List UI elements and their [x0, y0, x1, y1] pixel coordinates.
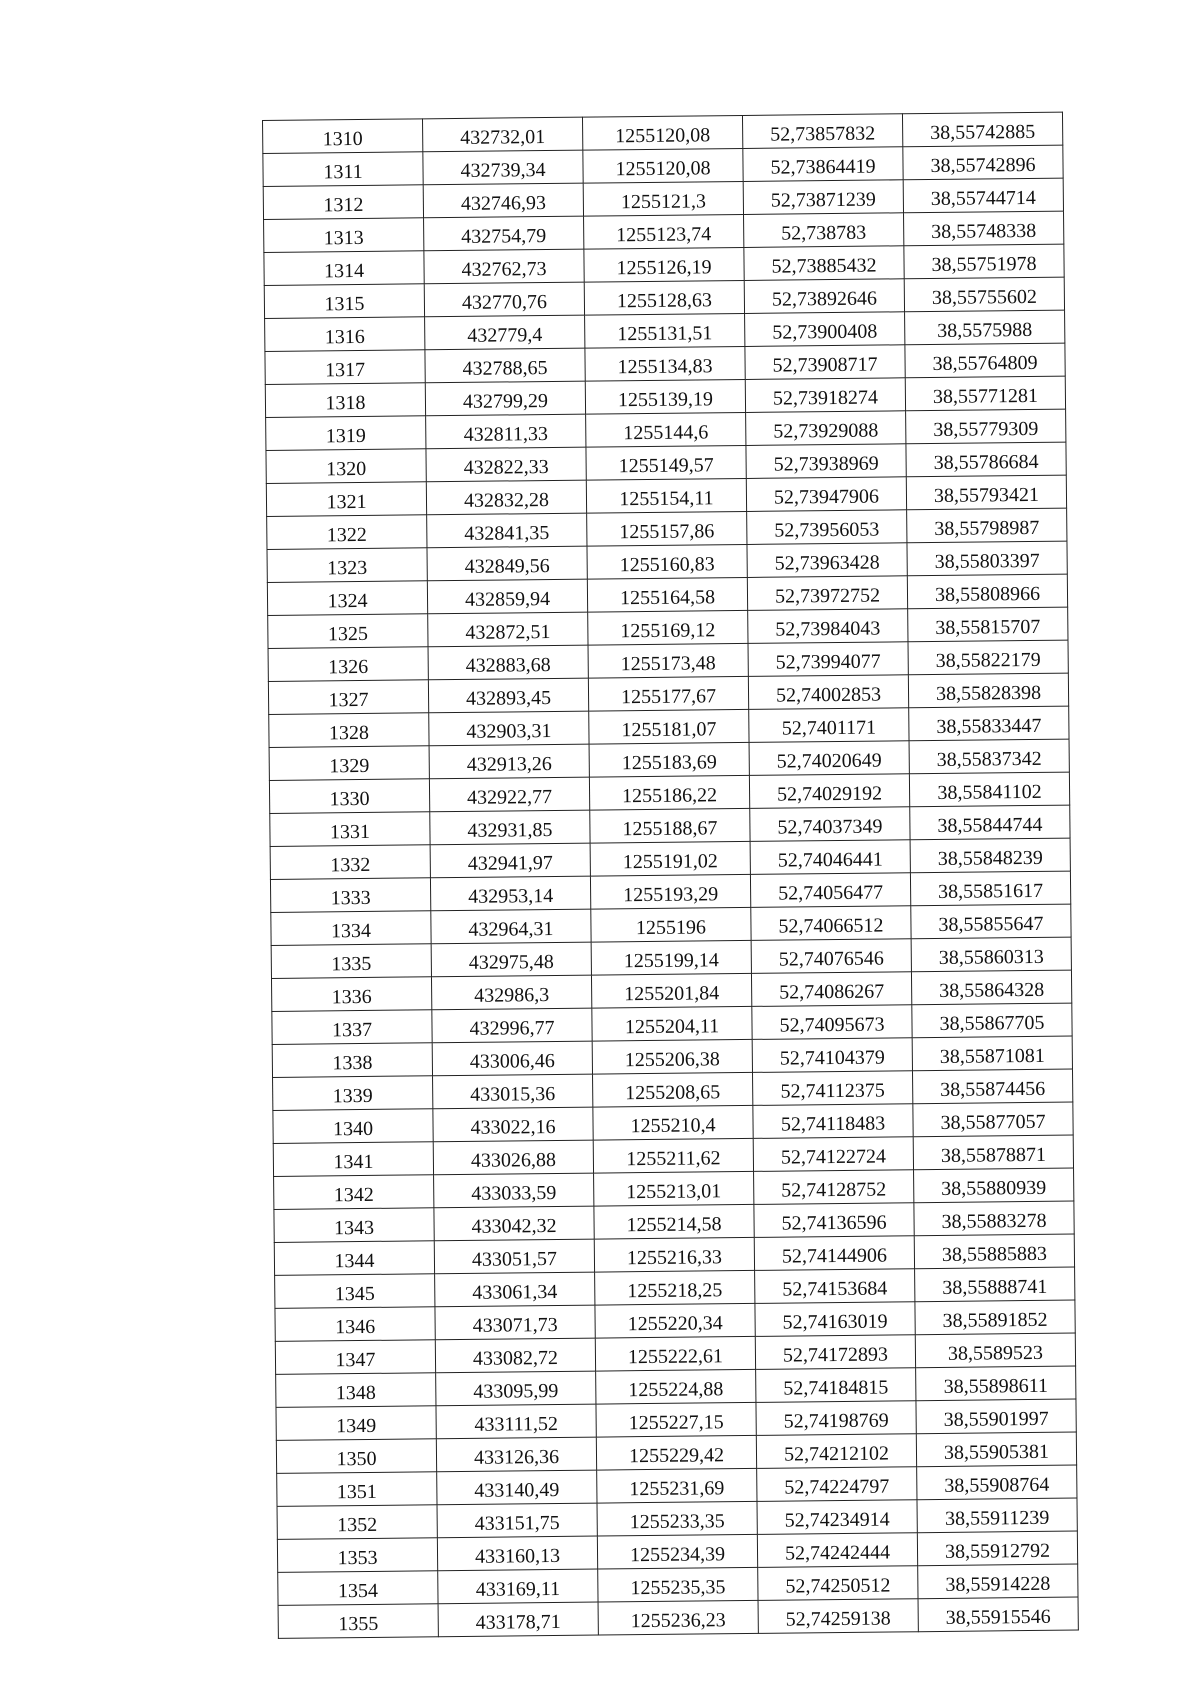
y-coordinate-cell: 1255149,57 — [586, 445, 746, 480]
longitude-cell: 38,55779309 — [906, 409, 1066, 444]
x-coordinate-cell: 432883,68 — [428, 645, 588, 680]
longitude-cell: 38,55883278 — [914, 1201, 1074, 1236]
point-number-cell: 1343 — [274, 1208, 434, 1243]
longitude-cell: 38,55742896 — [903, 145, 1063, 180]
latitude-cell: 52,73864419 — [743, 147, 903, 182]
latitude-cell: 52,73938969 — [746, 444, 906, 479]
y-coordinate-cell: 1255222,61 — [595, 1336, 755, 1371]
latitude-cell: 52,74056477 — [750, 873, 910, 908]
coordinates-table — [262, 112, 1079, 1639]
longitude-cell: 38,55885883 — [914, 1234, 1074, 1269]
x-coordinate-cell: 432931,85 — [430, 810, 590, 845]
y-coordinate-cell: 1255181,07 — [589, 709, 749, 744]
x-coordinate-cell: 433140,49 — [437, 1470, 597, 1505]
y-coordinate-cell: 1255120,08 — [583, 148, 743, 183]
point-number-cell: 1348 — [276, 1373, 436, 1408]
y-coordinate-cell: 1255229,42 — [596, 1435, 756, 1470]
latitude-cell: 52,74122724 — [753, 1137, 913, 1172]
point-number-cell: 1335 — [271, 944, 431, 979]
latitude-cell: 52,74104379 — [752, 1038, 912, 1073]
latitude-cell: 52,74086267 — [751, 972, 911, 1007]
y-coordinate-cell: 1255210,4 — [593, 1105, 753, 1140]
y-coordinate-cell: 1255134,83 — [585, 346, 745, 381]
longitude-cell: 38,55771281 — [905, 376, 1065, 411]
y-coordinate-cell: 1255164,58 — [587, 577, 747, 612]
point-number-cell: 1344 — [274, 1241, 434, 1276]
point-number-cell: 1327 — [268, 680, 428, 715]
point-number-cell: 1329 — [269, 746, 429, 781]
longitude-cell: 38,55837342 — [909, 739, 1069, 774]
x-coordinate-cell: 432754,79 — [424, 216, 584, 251]
point-number-cell: 1319 — [266, 416, 426, 451]
y-coordinate-cell: 1255144,6 — [586, 412, 746, 447]
point-number-cell: 1322 — [267, 515, 427, 550]
latitude-cell: 52,74172893 — [755, 1335, 915, 1370]
point-number-cell: 1324 — [267, 581, 427, 616]
x-coordinate-cell: 432903,31 — [429, 711, 589, 746]
x-coordinate-cell: 432788,65 — [425, 348, 585, 383]
point-number-cell: 1336 — [271, 977, 431, 1012]
point-number-cell: 1323 — [267, 548, 427, 583]
point-number-cell: 1349 — [276, 1406, 436, 1441]
point-number-cell: 1321 — [266, 482, 426, 517]
latitude-cell: 52,73947906 — [746, 477, 906, 512]
latitude-cell: 52,73908717 — [745, 345, 905, 380]
latitude-cell: 52,74029192 — [749, 774, 909, 809]
latitude-cell: 52,74153684 — [755, 1269, 915, 1304]
latitude-cell: 52,73984043 — [748, 609, 908, 644]
longitude-cell: 38,55915546 — [918, 1597, 1078, 1632]
longitude-cell: 38,55848239 — [910, 838, 1070, 873]
y-coordinate-cell: 1255154,11 — [586, 478, 746, 513]
longitude-cell: 38,55898611 — [916, 1366, 1076, 1401]
x-coordinate-cell: 433006,46 — [432, 1041, 592, 1076]
x-coordinate-cell: 432913,26 — [429, 744, 589, 779]
y-coordinate-cell: 1255139,19 — [585, 379, 745, 414]
y-coordinate-cell: 1255216,33 — [594, 1237, 754, 1272]
point-number-cell: 1312 — [263, 185, 423, 220]
longitude-cell: 38,55867705 — [912, 1003, 1072, 1038]
latitude-cell: 52,73885432 — [744, 246, 904, 281]
x-coordinate-cell: 433061,34 — [435, 1272, 595, 1307]
x-coordinate-cell: 433051,57 — [434, 1239, 594, 1274]
y-coordinate-cell: 1255193,29 — [590, 874, 750, 909]
x-coordinate-cell: 433126,36 — [436, 1437, 596, 1472]
point-number-cell: 1332 — [270, 845, 430, 880]
latitude-cell: 52,74002853 — [748, 675, 908, 710]
point-number-cell: 1331 — [270, 812, 430, 847]
y-coordinate-cell: 1255208,65 — [593, 1072, 753, 1107]
x-coordinate-cell: 433178,71 — [438, 1602, 598, 1637]
latitude-cell: 52,73892646 — [744, 279, 904, 314]
x-coordinate-cell: 432986,3 — [431, 975, 591, 1010]
point-number-cell: 1345 — [275, 1274, 435, 1309]
longitude-cell: 38,55851617 — [910, 871, 1070, 906]
latitude-cell: 52,73963428 — [747, 543, 907, 578]
x-coordinate-cell: 433160,13 — [437, 1536, 597, 1571]
longitude-cell: 38,55751978 — [904, 244, 1064, 279]
x-coordinate-cell: 432996,77 — [432, 1008, 592, 1043]
y-coordinate-cell: 1255227,15 — [596, 1402, 756, 1437]
x-coordinate-cell: 432953,14 — [430, 876, 590, 911]
latitude-cell: 52,74136596 — [754, 1203, 914, 1238]
latitude-cell: 52,74259138 — [758, 1599, 918, 1634]
longitude-cell: 38,55855647 — [911, 904, 1071, 939]
point-number-cell: 1313 — [264, 218, 424, 253]
latitude-cell: 52,738783 — [744, 213, 904, 248]
x-coordinate-cell: 432811,33 — [426, 414, 586, 449]
x-coordinate-cell: 432832,28 — [426, 480, 586, 515]
longitude-cell: 38,55803397 — [907, 541, 1067, 576]
latitude-cell: 52,74163019 — [755, 1302, 915, 1337]
latitude-cell: 52,74076546 — [751, 939, 911, 974]
y-coordinate-cell: 1255211,62 — [593, 1138, 753, 1173]
x-coordinate-cell: 432872,51 — [428, 612, 588, 647]
point-number-cell: 1341 — [273, 1142, 433, 1177]
longitude-cell: 38,55841102 — [909, 772, 1069, 807]
x-coordinate-cell: 432922,77 — [429, 777, 589, 812]
x-coordinate-cell: 432779,4 — [425, 315, 585, 350]
y-coordinate-cell: 1255169,12 — [588, 610, 748, 645]
point-number-cell: 1346 — [275, 1307, 435, 1342]
longitude-cell: 38,55822179 — [908, 640, 1068, 675]
latitude-cell: 52,74242444 — [757, 1533, 917, 1568]
latitude-cell: 52,74144906 — [754, 1236, 914, 1271]
point-number-cell: 1337 — [272, 1010, 432, 1045]
x-coordinate-cell: 433071,73 — [435, 1305, 595, 1340]
latitude-cell: 52,74066512 — [751, 906, 911, 941]
latitude-cell: 52,74112375 — [753, 1071, 913, 1106]
longitude-cell: 38,55905381 — [916, 1432, 1076, 1467]
y-coordinate-cell: 1255235,35 — [598, 1567, 758, 1602]
y-coordinate-cell: 1255220,34 — [595, 1303, 755, 1338]
y-coordinate-cell: 1255157,86 — [587, 511, 747, 546]
x-coordinate-cell: 433042,32 — [434, 1206, 594, 1241]
point-number-cell: 1339 — [273, 1076, 433, 1111]
latitude-cell: 52,74198769 — [756, 1401, 916, 1436]
y-coordinate-cell: 1255186,22 — [589, 775, 749, 810]
coordinates-table-body — [263, 112, 1079, 1638]
x-coordinate-cell: 432746,93 — [423, 183, 583, 218]
longitude-cell: 38,55844744 — [910, 805, 1070, 840]
y-coordinate-cell: 1255196 — [591, 907, 751, 942]
longitude-cell: 38,55912792 — [917, 1531, 1077, 1566]
y-coordinate-cell: 1255120,08 — [582, 115, 742, 150]
y-coordinate-cell: 1255183,69 — [589, 742, 749, 777]
longitude-cell: 38,5589523 — [915, 1333, 1075, 1368]
x-coordinate-cell: 433015,36 — [433, 1074, 593, 1109]
latitude-cell: 52,73994077 — [748, 642, 908, 677]
longitude-cell: 38,55815707 — [908, 607, 1068, 642]
point-number-cell: 1338 — [272, 1043, 432, 1078]
longitude-cell: 38,55877057 — [913, 1102, 1073, 1137]
x-coordinate-cell: 433169,11 — [438, 1569, 598, 1604]
x-coordinate-cell: 432859,94 — [427, 579, 587, 614]
latitude-cell: 52,7401171 — [749, 708, 909, 743]
point-number-cell: 1340 — [273, 1109, 433, 1144]
longitude-cell: 38,55744714 — [903, 178, 1063, 213]
longitude-cell: 38,55833447 — [909, 706, 1069, 741]
y-coordinate-cell: 1255201,84 — [591, 973, 751, 1008]
y-coordinate-cell: 1255123,74 — [584, 214, 744, 249]
x-coordinate-cell: 433111,52 — [436, 1404, 596, 1439]
point-number-cell: 1318 — [265, 383, 425, 418]
longitude-cell: 38,55793421 — [906, 475, 1066, 510]
point-number-cell: 1342 — [274, 1175, 434, 1210]
longitude-cell: 38,55891852 — [915, 1300, 1075, 1335]
longitude-cell: 38,55880939 — [914, 1168, 1074, 1203]
point-number-cell: 1334 — [271, 911, 431, 946]
longitude-cell: 38,55908764 — [917, 1465, 1077, 1500]
x-coordinate-cell: 432770,76 — [424, 282, 584, 317]
latitude-cell: 52,73972752 — [747, 576, 907, 611]
x-coordinate-cell: 433033,59 — [434, 1173, 594, 1208]
latitude-cell: 52,73871239 — [743, 180, 903, 215]
point-number-cell: 1354 — [278, 1571, 438, 1606]
y-coordinate-cell: 1255177,67 — [588, 676, 748, 711]
latitude-cell: 52,73900408 — [745, 312, 905, 347]
point-number-cell: 1352 — [277, 1505, 437, 1540]
x-coordinate-cell: 432732,01 — [422, 117, 582, 152]
longitude-cell: 38,55798987 — [907, 508, 1067, 543]
longitude-cell: 38,55742885 — [902, 112, 1062, 147]
point-number-cell: 1353 — [277, 1538, 437, 1573]
x-coordinate-cell: 432941,97 — [430, 843, 590, 878]
y-coordinate-cell: 1255224,88 — [596, 1369, 756, 1404]
table-row — [278, 1597, 1078, 1638]
longitude-cell: 38,55860313 — [911, 937, 1071, 972]
y-coordinate-cell: 1255188,67 — [590, 808, 750, 843]
x-coordinate-cell: 432964,31 — [431, 909, 591, 944]
point-number-cell: 1333 — [270, 878, 430, 913]
latitude-cell: 52,74118483 — [753, 1104, 913, 1139]
y-coordinate-cell: 1255233,35 — [597, 1501, 757, 1536]
point-number-cell: 1325 — [268, 614, 428, 649]
point-number-cell: 1310 — [263, 119, 423, 154]
point-number-cell: 1315 — [264, 284, 424, 319]
point-number-cell: 1316 — [265, 317, 425, 352]
latitude-cell: 52,73857832 — [742, 114, 902, 149]
point-number-cell: 1350 — [276, 1439, 436, 1474]
latitude-cell: 52,73956053 — [747, 510, 907, 545]
y-coordinate-cell: 1255213,01 — [594, 1171, 754, 1206]
x-coordinate-cell: 432762,73 — [424, 249, 584, 284]
longitude-cell: 38,55748338 — [904, 211, 1064, 246]
x-coordinate-cell: 432841,35 — [427, 513, 587, 548]
latitude-cell: 52,74250512 — [758, 1566, 918, 1601]
latitude-cell: 52,74128752 — [754, 1170, 914, 1205]
y-coordinate-cell: 1255128,63 — [584, 280, 744, 315]
longitude-cell: 38,55901997 — [916, 1399, 1076, 1434]
y-coordinate-cell: 1255236,23 — [598, 1600, 758, 1635]
y-coordinate-cell: 1255206,38 — [592, 1039, 752, 1074]
longitude-cell: 38,55808966 — [907, 574, 1067, 609]
point-number-cell: 1355 — [278, 1604, 438, 1639]
longitude-cell: 38,55878871 — [913, 1135, 1073, 1170]
x-coordinate-cell: 433082,72 — [435, 1338, 595, 1373]
x-coordinate-cell: 432849,56 — [427, 546, 587, 581]
longitude-cell: 38,55888741 — [915, 1267, 1075, 1302]
longitude-cell: 38,55755602 — [904, 277, 1064, 312]
point-number-cell: 1320 — [266, 449, 426, 484]
longitude-cell: 38,55764809 — [905, 343, 1065, 378]
longitude-cell: 38,55874456 — [912, 1069, 1072, 1104]
x-coordinate-cell: 433095,99 — [436, 1371, 596, 1406]
latitude-cell: 52,74184815 — [756, 1368, 916, 1403]
latitude-cell: 52,74212102 — [756, 1434, 916, 1469]
x-coordinate-cell: 432799,29 — [425, 381, 585, 416]
longitude-cell: 38,55786684 — [906, 442, 1066, 477]
point-number-cell: 1326 — [268, 647, 428, 682]
y-coordinate-cell: 1255191,02 — [590, 841, 750, 876]
y-coordinate-cell: 1255121,3 — [583, 181, 743, 216]
latitude-cell: 52,74037349 — [750, 807, 910, 842]
y-coordinate-cell: 1255214,58 — [594, 1204, 754, 1239]
x-coordinate-cell: 432893,45 — [428, 678, 588, 713]
x-coordinate-cell: 433151,75 — [437, 1503, 597, 1538]
y-coordinate-cell: 1255160,83 — [587, 544, 747, 579]
y-coordinate-cell: 1255218,25 — [595, 1270, 755, 1305]
point-number-cell: 1347 — [275, 1340, 435, 1375]
longitude-cell: 38,55828398 — [908, 673, 1068, 708]
x-coordinate-cell: 432975,48 — [431, 942, 591, 977]
longitude-cell: 38,5575988 — [905, 310, 1065, 345]
x-coordinate-cell: 432822,33 — [426, 447, 586, 482]
latitude-cell: 52,74095673 — [752, 1005, 912, 1040]
y-coordinate-cell: 1255234,39 — [597, 1534, 757, 1569]
x-coordinate-cell: 432739,34 — [423, 150, 583, 185]
longitude-cell: 38,55914228 — [918, 1564, 1078, 1599]
latitude-cell: 52,74046441 — [750, 840, 910, 875]
y-coordinate-cell: 1255231,69 — [597, 1468, 757, 1503]
point-number-cell: 1314 — [264, 251, 424, 286]
longitude-cell: 38,55911239 — [917, 1498, 1077, 1533]
latitude-cell: 52,73929088 — [746, 411, 906, 446]
latitude-cell: 52,73918274 — [745, 378, 905, 413]
x-coordinate-cell: 433026,88 — [433, 1140, 593, 1175]
y-coordinate-cell: 1255173,48 — [588, 643, 748, 678]
y-coordinate-cell: 1255131,51 — [585, 313, 745, 348]
longitude-cell: 38,55864328 — [911, 970, 1071, 1005]
x-coordinate-cell: 433022,16 — [433, 1107, 593, 1142]
y-coordinate-cell: 1255126,19 — [584, 247, 744, 282]
y-coordinate-cell: 1255199,14 — [591, 940, 751, 975]
y-coordinate-cell: 1255204,11 — [592, 1006, 752, 1041]
latitude-cell: 52,74224797 — [757, 1467, 917, 1502]
longitude-cell: 38,55871081 — [912, 1036, 1072, 1071]
point-number-cell: 1351 — [277, 1472, 437, 1507]
point-number-cell: 1328 — [269, 713, 429, 748]
latitude-cell: 52,74020649 — [749, 741, 909, 776]
latitude-cell: 52,74234914 — [757, 1500, 917, 1535]
point-number-cell: 1311 — [263, 152, 423, 187]
point-number-cell: 1317 — [265, 350, 425, 385]
point-number-cell: 1330 — [269, 779, 429, 814]
